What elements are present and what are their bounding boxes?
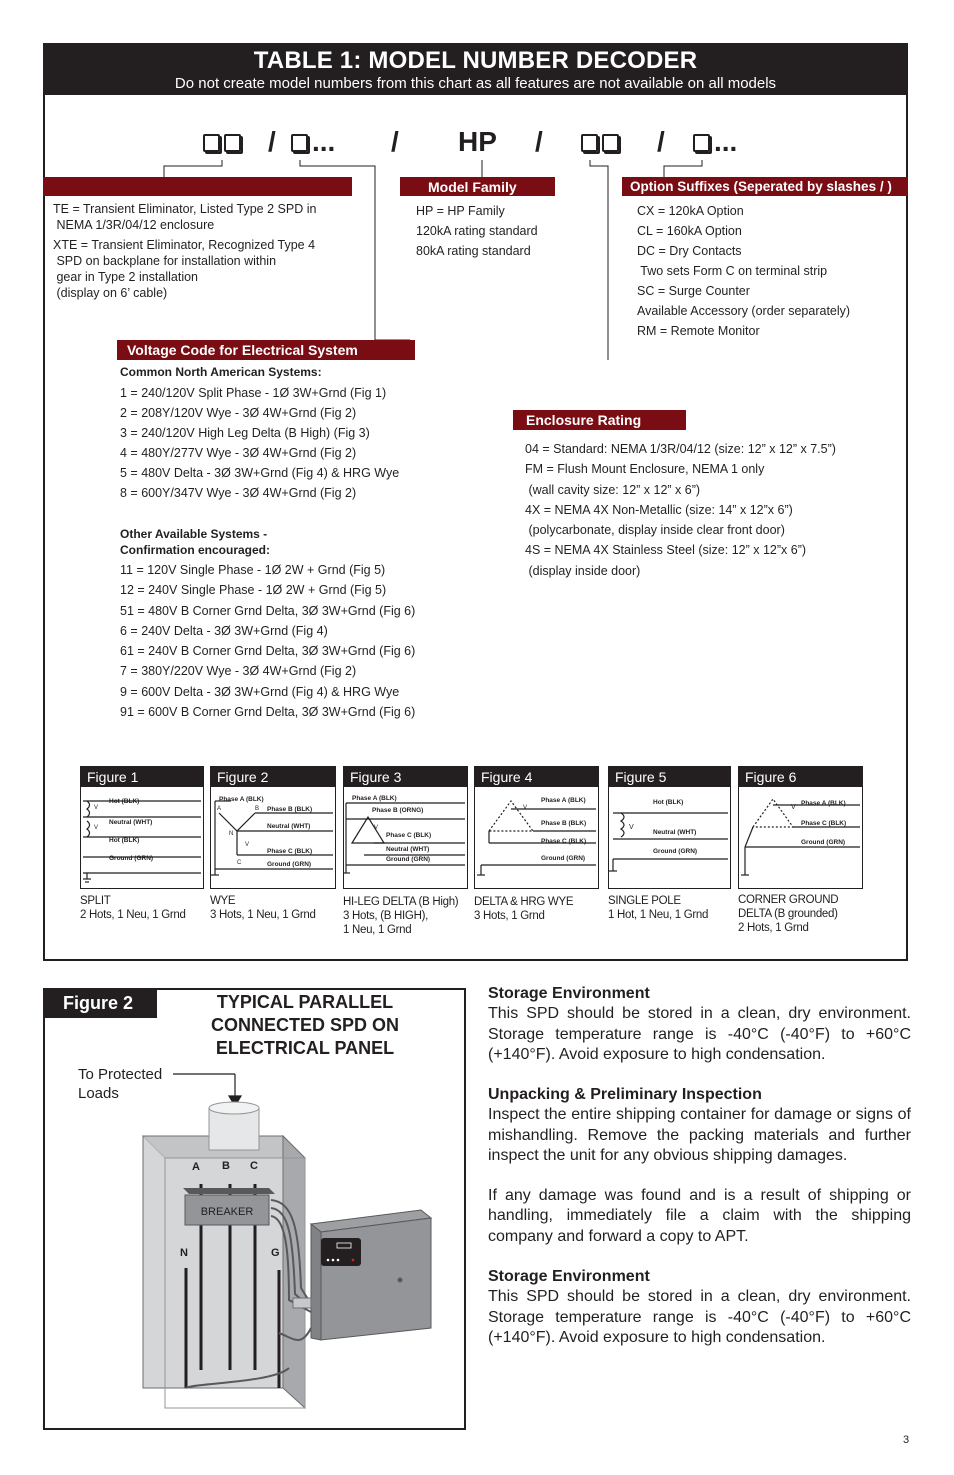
option-line: DC = Dry Contacts	[637, 244, 742, 258]
code-slash: /	[657, 126, 665, 157]
model-family-list	[416, 201, 538, 261]
wire-label: Phase C (BLK)	[801, 820, 847, 827]
panel-figure-title: TYPICAL PARALLEL CONNECTED SPD ON ELECTRICAL PANEL	[210, 992, 399, 1058]
svg-text:V: V	[94, 825, 99, 831]
code-options: ...	[693, 126, 737, 158]
voltage-line: 5 = 480V Delta - 3Ø 3W+Grnd (Fig 4) & HRG Wye	[120, 466, 400, 480]
svg-text:B: B	[255, 806, 260, 812]
option-line: Available Accessory (order separately)	[637, 304, 851, 318]
voltage-line: 3 = 240/120V High Leg Delta (B High) (Fig 3)	[120, 426, 370, 440]
wire-label: Hot (BLK)	[109, 837, 140, 844]
voltage-line: 9 = 600V Delta - 3Ø 3W+Grnd (Fig 4) & HRG Wye	[120, 684, 400, 699]
figure-4-caption: DELTA & HRG WYE 3 Hots, 1 Grnd	[474, 896, 574, 922]
wire-label: Ground (GRN)	[109, 855, 154, 862]
wire-label: Ground (GRN)	[653, 848, 698, 855]
table-title: TABLE 1: MODEL NUMBER DECODER	[253, 47, 698, 74]
bus-label-n: N	[180, 1247, 188, 1259]
section-heading: Unpacking & Preliminary Inspection	[488, 1086, 762, 1103]
wire-label: Phase B (ORNG)	[372, 807, 424, 814]
wire-label: Phase A (BLK)	[541, 797, 586, 804]
prefix-line: gear in Type 2 installation	[53, 270, 199, 284]
svg-text:V: V	[94, 805, 99, 811]
section-body: Inspect the entire shipping container for damage or signs of mishandling. Remove the packing materials and further inspect the unit for any obvious shipping damages.	[488, 1106, 911, 1164]
enclosure-heading: Enclosure Rating	[513, 410, 686, 430]
svg-text:V: V	[245, 842, 250, 848]
bus-label-b: B	[222, 1160, 230, 1172]
text-section-damage	[488, 1186, 911, 1247]
svg-text:V: V	[523, 805, 528, 811]
page-number: 3	[903, 1434, 910, 1446]
figure-2-caption: WYE 3 Hots, 1 Neu, 1 Grnd	[210, 895, 316, 921]
voltage-line: 51 = 480V B Corner Grnd Delta, 3Ø 3W+Grnd (Fig 6)	[120, 603, 416, 618]
section-body: If any damage was found and is a result of shipping or handling, immediately file a claim with the shipping company and forward a copy to APT.	[488, 1187, 911, 1245]
voltage-other-list	[120, 560, 415, 722]
code-family: HP	[458, 126, 497, 157]
wire-label: Phase A (BLK)	[801, 800, 846, 807]
prefix-line: SPD on backplane for installation within	[53, 254, 277, 268]
figure-title: Figure 5	[609, 767, 730, 787]
prefix-bar	[43, 177, 352, 196]
option-suffixes-heading: Option Suffixes (Seperated by slashes / )	[622, 177, 908, 196]
node-label: A	[217, 806, 222, 812]
wiring-figure-3	[343, 766, 468, 889]
prefix-line: TE = Transient Eliminator, Listed Type 2 SPD in	[53, 202, 317, 216]
panel-figure-label: Figure 2	[43, 988, 157, 1018]
enclosure-line: (polycarbonate, display inside clear front door)	[525, 523, 785, 538]
figure-5-caption: SINGLE POLE 1 Hot, 1 Neu, 1 Grnd	[608, 895, 709, 921]
figure-3-caption: HI-LEG DELTA (B High) 3 Hots, (B HIGH), 1 Neu, 1 Grnd	[343, 896, 459, 936]
enclosure-line: 4X = NEMA 4X Non-Metallic (size: 14” x 12”x 6”)	[525, 502, 793, 517]
code-slash: /	[391, 126, 399, 157]
enclosure-line: (wall cavity size: 12” x 12” x 6”)	[525, 482, 701, 497]
enclosure-line: 04 = Standard: NEMA 1/3R/04/12 (size: 12” x 12” x 7.5”)	[525, 442, 836, 456]
section-heading: Storage Environment	[488, 1268, 650, 1285]
wire-label: Phase C (BLK)	[386, 832, 432, 839]
figure-title: Figure 2	[211, 767, 335, 787]
code-slash: /	[268, 126, 276, 157]
prefix-description	[53, 201, 353, 301]
protected-loads-label: To Protected Loads	[78, 1066, 163, 1102]
table-subtitle: Do not create model numbers from this chart as all features are not available on all models	[174, 75, 777, 92]
figure-title: Figure 1	[81, 767, 203, 787]
voltage-line: 7 = 380Y/220V Wye - 3Ø 4W+Grnd (Fig 2)	[120, 664, 357, 679]
wire-label: Ground (GRN)	[386, 856, 431, 863]
code-voltage: ...	[291, 126, 335, 158]
model-family-line: HP = HP Family	[416, 204, 505, 218]
model-family-heading: Model Family	[400, 177, 555, 196]
bus-label-g: G	[271, 1247, 280, 1259]
prefix-line: XTE = Transient Eliminator, Recognized Type 4	[53, 238, 316, 252]
code-slash: /	[535, 126, 543, 157]
enclosure-line: FM = Flush Mount Enclosure, NEMA 1 only	[525, 462, 765, 477]
enclosure-line: (display inside door)	[525, 563, 641, 578]
figure-title: Figure 4	[475, 767, 598, 787]
wire-label: Ground (GRN)	[801, 839, 846, 846]
wire-label: Ground (GRN)	[267, 861, 312, 868]
wire-label: Phase A (BLK)	[352, 795, 397, 802]
svg-text:V: V	[374, 825, 379, 831]
wire-label: Neutral (WHT)	[653, 829, 697, 836]
wire-label: Phase A (BLK)	[219, 796, 264, 803]
svg-text:V: V	[791, 804, 796, 811]
figure-title: Figure 3	[344, 767, 467, 787]
voltage-other-title: Other Available Systems - Confirmation encouraged:	[120, 527, 271, 557]
wiring-figure-4	[474, 766, 599, 889]
wiring-figure-6	[738, 766, 863, 889]
text-section-storage	[488, 984, 911, 1065]
prefix-line: NEMA 1/3R/04/12 enclosure	[53, 218, 215, 232]
voltage-line: 61 = 240V B Corner Grnd Delta, 3Ø 3W+Grnd (Fig 6)	[120, 644, 416, 659]
wire-label: Hot (BLK)	[109, 798, 140, 805]
text-section-unpacking	[488, 1085, 911, 1166]
wire-label: Hot (BLK)	[653, 799, 684, 806]
voltage-common-list	[120, 383, 399, 503]
section-heading: Storage Environment	[488, 985, 650, 1002]
svg-text:N: N	[229, 831, 234, 837]
wire-label: Phase B (BLK)	[541, 820, 587, 827]
option-line: RM = Remote Monitor	[637, 324, 760, 338]
bus-label-c: C	[250, 1160, 258, 1172]
prefix-line: (display on 6’ cable)	[53, 286, 168, 300]
voltage-line: 11 = 120V Single Phase - 1Ø 2W + Grnd (Fig 5)	[120, 563, 386, 577]
voltage-line: 4 = 480Y/277V Wye - 3Ø 4W+Grnd (Fig 2)	[120, 446, 357, 460]
voltage-line: 8 = 600Y/347V Wye - 3Ø 4W+Grnd (Fig 2)	[120, 486, 357, 500]
breaker-label: BREAKER	[200, 1206, 254, 1218]
svg-text:C: C	[237, 860, 242, 866]
voltage-line: 12 = 240V Single Phase - 1Ø 2W + Grnd (Fig 5)	[120, 583, 387, 598]
voltage-line: 91 = 600V B Corner Grnd Delta, 3Ø 3W+Grnd (Fig 6)	[120, 705, 416, 720]
option-line: CX = 120kA Option	[637, 204, 744, 218]
wiring-figure-2	[210, 766, 336, 889]
voltage-line: 1 = 240/120V Split Phase - 1Ø 3W+Grnd (Fig 1)	[120, 386, 387, 400]
enclosure-line: 4S = NEMA 4X Stainless Steel (size: 12” x 12”x 6”)	[525, 543, 807, 558]
split-phase-diagram	[81, 787, 203, 888]
voltage-line: 2 = 208Y/120V Wye - 3Ø 4W+Grnd (Fig 2)	[120, 406, 357, 420]
svg-text:V: V	[629, 824, 634, 831]
figure-1-caption: SPLIT 2 Hots, 1 Neu, 1 Grnd	[80, 895, 186, 921]
wire-label: Ground (GRN)	[541, 855, 586, 862]
wire-label: Neutral (WHT)	[109, 819, 153, 826]
wire-label: Phase C (BLK)	[267, 848, 313, 855]
wiring-figure-5	[608, 766, 731, 889]
section-body: This SPD should be stored in a clean, dry environment. Storage temperature range is -40°C (-40°F) to +60°C (+140°F). Avoid exposure to high condensation.	[488, 1005, 911, 1063]
wiring-figure-1	[80, 766, 204, 889]
figure-title: Figure 6	[739, 767, 862, 787]
wire-label: Neutral (WHT)	[386, 846, 430, 853]
model-family-line: 120kA rating standard	[416, 224, 538, 238]
voltage-code-heading: Voltage Code for Electrical System	[117, 340, 415, 360]
wire-label: Phase C (BLK)	[541, 838, 587, 845]
option-line: SC = Surge Counter	[637, 284, 750, 298]
bus-label-a: A	[192, 1161, 200, 1173]
text-section-storage-2	[488, 1267, 911, 1348]
section-body: This SPD should be stored in a clean, dry environment. Storage temperature range is -40°C (-40°F) to +60°C (+140°F). Avoid exposure to high condensation.	[488, 1288, 911, 1346]
wire-label: Phase B (BLK)	[267, 806, 313, 813]
figure-6-caption: CORNER GROUND DELTA (B grounded) 2 Hots, 1 Grnd	[738, 894, 839, 934]
option-line: Two sets Form C on terminal strip	[637, 264, 828, 278]
option-suffixes-list	[637, 201, 850, 341]
voltage-common-title: Common North American Systems:	[120, 365, 322, 379]
option-line: CL = 160kA Option	[637, 224, 742, 238]
model-family-line: 80kA rating standard	[416, 244, 531, 258]
enclosure-list	[525, 439, 836, 581]
voltage-line: 6 = 240V Delta - 3Ø 3W+Grnd (Fig 4)	[120, 623, 328, 638]
wire-label: Neutral (WHT)	[267, 823, 311, 830]
